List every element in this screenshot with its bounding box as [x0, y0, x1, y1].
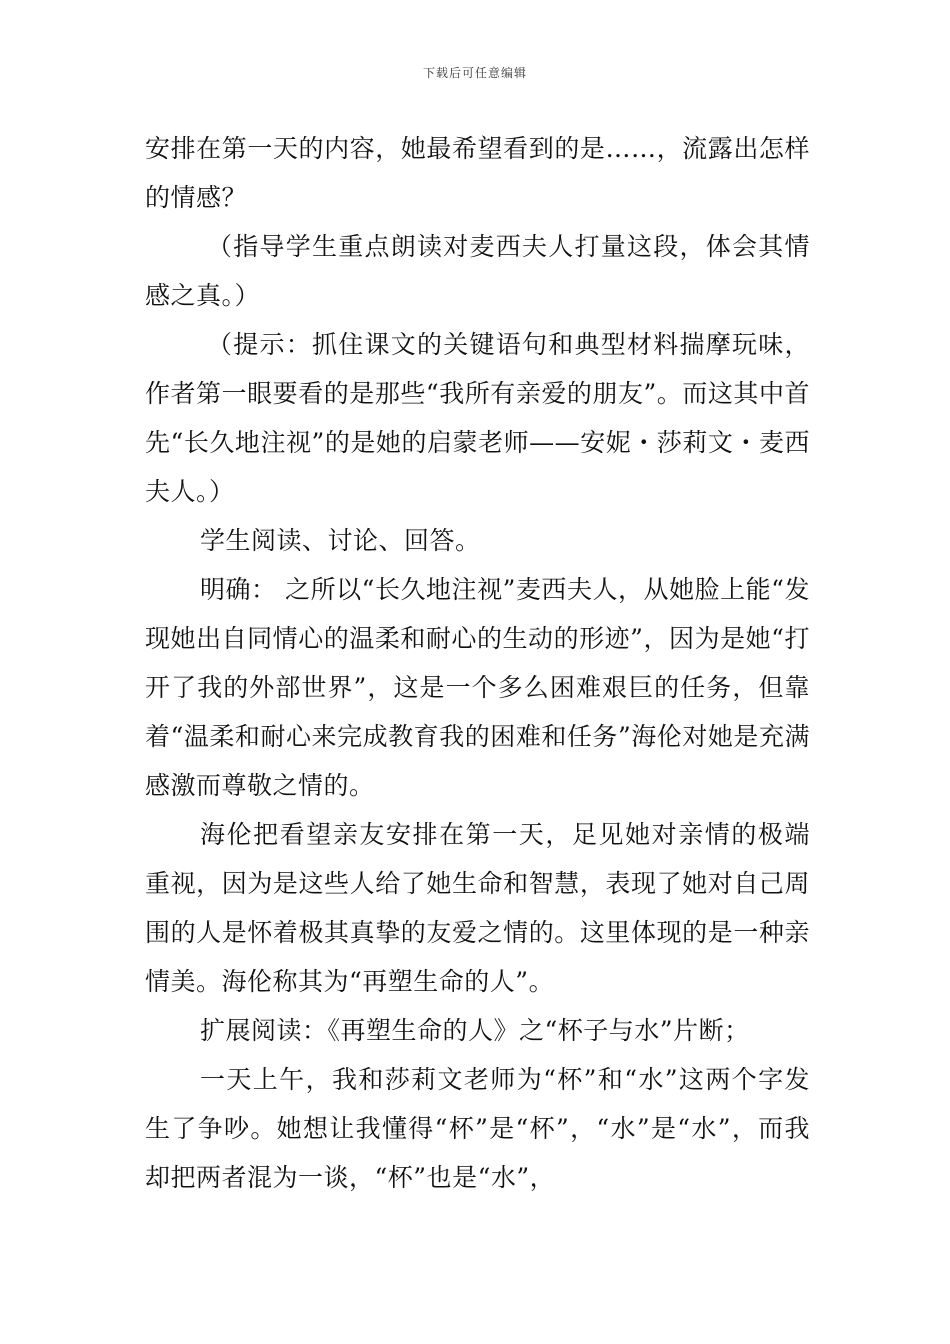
paragraph-hint: （提示：抓住课文的关键语句和典型材料揣摩玩味，作者第一眼要看的是那些“我所有亲爱的朋友”。而这其中首先“长久地注视”的是她的启蒙老师——安妮・莎莉文・麦西夫人。） [145, 330, 810, 506]
paragraph-student-activity: 学生阅读、讨论、回答。 [200, 526, 481, 555]
document-body [145, 124, 810, 1202]
page-header: 下载后可任意编辑 [422, 66, 527, 80]
paragraph-extended-reading-text: 一天上午，我和莎莉文老师为“杯”和“水”这两个字发生了争吵。她想让我懂得“杯”是“杯”，“水”是“水”，而我却把两者混为一谈，“杯”也是“水”， [145, 1065, 810, 1192]
paragraph-clarification: 明确： 之所以“长久地注视”麦西夫人，从她脸上能“发现她出自同情心的温柔和耐心的生动的形迹”，因为是她“打开了我的外部世界”，这是一个多么困难艰巨的任务，但靠着“温柔和耐心来完成教育我的困难和任务”海伦对她是充满感激而尊敬之情的。 [145, 575, 810, 800]
paragraph-analysis: 海伦把看望亲友安排在第一天，足见她对亲情的极端重视，因为是这些人给了她生命和智慧，表现了她对自己周围的人是怀着极其真挚的友爱之情的。这里体现的是一种亲情美。海伦称其为“再塑生命的人”。 [145, 820, 810, 996]
paragraph-question: 安排在第一天的内容，她最希望看到的是……，流露出怎样的情感？ [145, 134, 810, 212]
paragraph-extended-reading-title: 扩展阅读：《再塑生命的人》之“杯子与水”片断； [200, 1016, 750, 1045]
paragraph-reading-guide: （指导学生重点朗读对麦西夫人打量这段，体会其情感之真。） [145, 232, 810, 310]
